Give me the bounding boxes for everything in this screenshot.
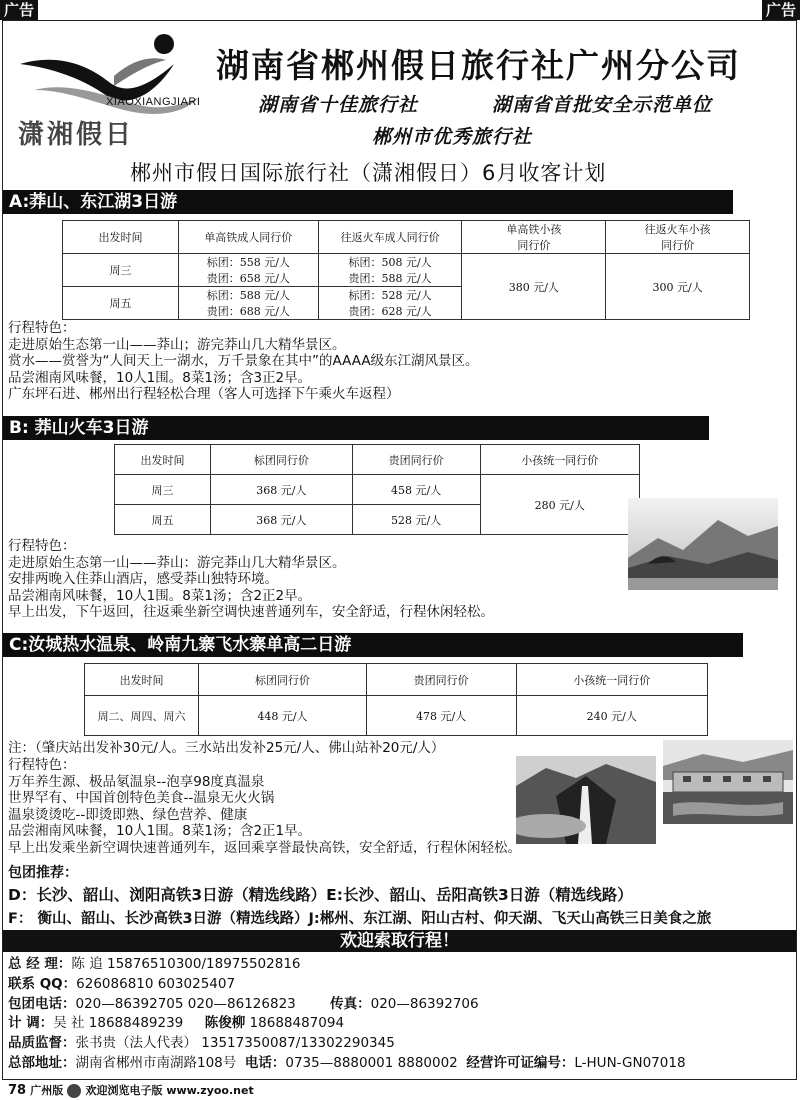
table-cell: 458 元/人	[352, 475, 480, 505]
table-cell: 周二、周四、周六	[85, 696, 199, 736]
table-header: 出发时间	[63, 221, 179, 254]
ad-label-left: 广告	[0, 0, 38, 20]
page-number: 78	[8, 1083, 27, 1098]
table-header: 出发时间	[85, 664, 199, 696]
hot-spring-resort-photo	[663, 740, 793, 824]
table-header: 单高铁小孩 同行价	[462, 221, 606, 254]
table-cell: 448 元/人	[199, 696, 367, 736]
table-header: 贵团同行价	[352, 445, 480, 475]
table-header: 小孩统一同行价	[516, 664, 707, 696]
company-name: 湖南省郴州假日旅行社广州分公司	[216, 46, 741, 85]
logo-chinese: 潇湘假日	[18, 120, 135, 150]
contact-block	[8, 955, 686, 1074]
section-b-table	[114, 444, 640, 535]
table-row	[115, 475, 640, 505]
welcome-banner: 欢迎索取行程！	[3, 930, 796, 952]
contact-qq: 联系 QQ：626086810 603025407	[8, 975, 236, 992]
award-2: 湖南省首批安全示范单位	[492, 94, 713, 116]
table-cell: 周三	[63, 254, 179, 287]
contact-hq: 总部地址：湖南省郴州市南湖路108号 电话：0735—8880001 8880002 经营许可证编号：L-HUN-GN07018	[8, 1054, 686, 1071]
contact-group-phone: 包团电话：020—86392705 020—86126823 传真：020—86392706	[8, 995, 479, 1012]
table-cell: 300 元/人	[606, 254, 750, 320]
table-cell: 240 元/人	[516, 696, 707, 736]
table-cell: 周五	[63, 287, 179, 320]
table-cell: 标团：528 元/人 贵团：628 元/人	[318, 287, 462, 320]
brand-logo-icon	[67, 1084, 81, 1098]
section-a-features: 行程特色： 走进原始生态第一山——莽山；游完莽山几大精华景区。 赏水——赏誉为“人间天上一湖水，万千景象在其中”的AAAA级东江湖风景区。 品尝湘南风味餐，10人1围。8菜1汤；含3正2早。 广东坪石进、郴州出行程轻松合理（客人可选择下午乘火车返程）	[8, 320, 479, 402]
table-header: 往返火车小孩 同行价	[606, 221, 750, 254]
table-cell: 528 元/人	[352, 505, 480, 535]
table-cell: 380 元/人	[462, 254, 606, 320]
package-label: 包团推荐：	[8, 865, 78, 881]
table-header: 往返火车成人同行价	[318, 221, 462, 254]
contact-gm: 总 经 理：陈 追 15876510300/18975502816	[8, 956, 301, 972]
package-line-2: F： 衡山、韶山、长沙高铁3日游（精选线路）J:郴州、东江湖、阳山古村、仰天湖、飞天山高铁三日美食之旅	[8, 911, 712, 927]
section-c-features: 行程特色： 万年养生源、极品氡温泉--泡享98度真温泉 世界罕有、中国首创特色美食--温泉无火火锅 温泉烫烫吃--即烫即熟、绿色营养、健康 品尝湘南风味餐，10人1围。8菜1汤；含2正1早。 早上出发乘坐新空调快速普通列车，返回乘享誉最快高铁，安全舒适，行程休闲轻松。	[8, 757, 521, 856]
table-cell: 280 元/人	[480, 475, 639, 535]
table-cell: 368 元/人	[211, 505, 353, 535]
table-cell: 478 元/人	[366, 696, 516, 736]
table-cell: 标团：508 元/人 贵团：588 元/人	[318, 254, 462, 287]
section-c-table	[84, 663, 708, 736]
table-header: 标团同行价	[199, 664, 367, 696]
section-b-title: B: 莽山火车3日游	[3, 416, 709, 440]
section-b-features: 行程特色： 走进原始生态第一山——莽山：游完莽山几大精华景区。 安排两晚入住莽山酒店，感受莽山独特环境。 品尝湘南风味餐，10人1围。8菜1汤；含2正2早。 早上出发，下午返回，往返乘坐新空调快速普通列车，安全舒适，行程休闲轻松。	[8, 538, 494, 620]
mountain-lake-photo	[628, 498, 778, 590]
table-header: 贵团同行价	[366, 664, 516, 696]
website-tagline: 欢迎浏览电子版 www.zyoo.net	[85, 1084, 254, 1097]
table-header: 小孩统一同行价	[480, 445, 639, 475]
section-c-title: C:汝城热水温泉、岭南九寨飞水寨单高二日游	[3, 633, 743, 657]
package-line-1: D：长沙、韶山、浏阳高铁3日游（精选线路）E:长沙、韶山、岳阳高铁3日游（精选线路）	[8, 886, 633, 904]
mountain-waterfall-photo	[516, 756, 656, 844]
table-cell: 周五	[115, 505, 211, 535]
plan-title: 郴州市假日国际旅行社（潇湘假日）6月收客计划	[130, 161, 607, 185]
table-header: 出发时间	[115, 445, 211, 475]
table-header: 标团同行价	[211, 445, 353, 475]
section-a-table	[62, 220, 750, 320]
section-c-note: 注：（肇庆站出发补30元/人。三水站出发补25元/人、佛山站补20元/人）	[8, 740, 445, 756]
table-cell: 368 元/人	[211, 475, 353, 505]
edition: 广州版	[30, 1084, 64, 1097]
award-1: 湖南省十佳旅行社	[258, 94, 419, 116]
ad-label-right: 广告	[762, 0, 800, 20]
table-header: 单高铁成人同行价	[178, 221, 318, 254]
contact-planner: 计 调：吴 社 18688489239 陈俊柳 18688487094	[8, 1015, 345, 1032]
logo	[14, 24, 204, 150]
table-cell: 周三	[115, 475, 211, 505]
contact-quality: 品质监督：张书贵（法人代表） 13517350087/13302290345	[8, 1035, 395, 1052]
page-footer	[8, 1082, 254, 1098]
table-row	[63, 254, 750, 287]
award-3: 郴州市优秀旅行社	[372, 126, 533, 148]
table-cell: 标团：588 元/人 贵团：688 元/人	[178, 287, 318, 320]
table-row	[85, 696, 708, 736]
logo-latin: XIAOXIANGJIARI	[106, 96, 201, 108]
table-cell: 标团：558 元/人 贵团：658 元/人	[178, 254, 318, 287]
section-a-title: A:莽山、东江湖3日游	[3, 190, 733, 214]
